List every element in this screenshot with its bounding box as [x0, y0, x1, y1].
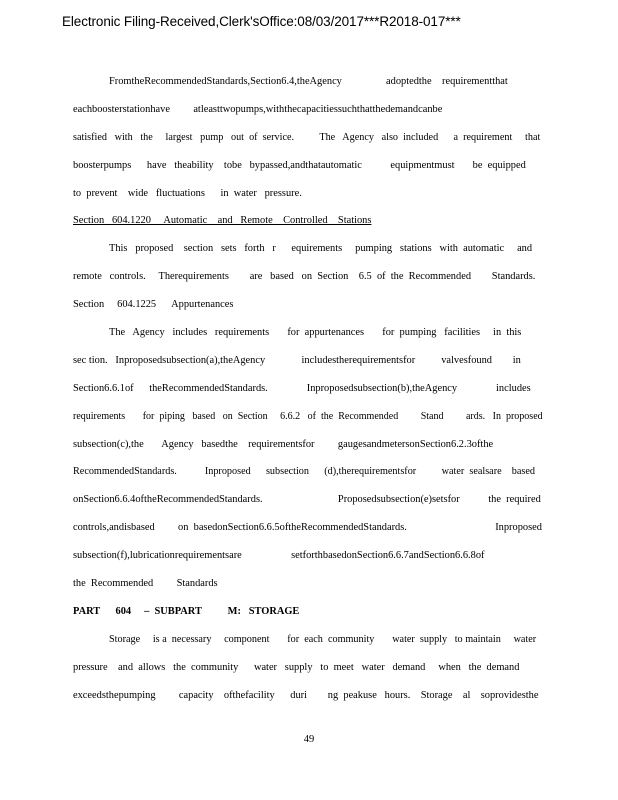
body-line	[73, 68, 543, 96]
section-heading-604-1220	[73, 207, 543, 235]
section-heading-text: Section 604.1225 Appurtenances	[73, 299, 234, 311]
document-body	[73, 68, 543, 709]
line-text: RecommendedStandards. Inproposed subsection (d),therequirementsfor water sealsare based	[73, 466, 535, 478]
body-line	[73, 235, 543, 263]
line-text: subsection(c),the Agency basedthe requirementsfor gaugesandmetersonSection6.2.3ofthe	[73, 438, 494, 450]
section-heading-text: Section 604.1220 Automatic and Remote Controlled Stations	[73, 215, 372, 227]
line-text: Section6.6.1of theRecommendedStandards. Inproposedsubsection(b),theAgency includes	[73, 382, 531, 394]
body-line	[73, 458, 543, 486]
line-text: satisfied with the largest pump out of service. The Agency also included a requirement that	[73, 131, 541, 143]
line-text: pressure and allows the community water supply to meet water demand when the demand	[73, 661, 520, 673]
body-line	[73, 375, 543, 403]
part-heading-text: PART 604 – SUBPART M: STORAGE	[73, 605, 300, 617]
line-text: to prevent wide fluctuations in water pressure.	[73, 187, 302, 199]
line-text: Storage is a necessary component for each community water supply to maintain water	[109, 633, 537, 645]
body-line	[73, 403, 543, 431]
line-text: controls,andisbased on basedonSection6.6.5oftheRecommendedStandards. Inproposed	[73, 522, 542, 534]
body-line	[73, 542, 543, 570]
part-heading	[73, 598, 543, 626]
line-text: requirements for piping based on Section 6.6.2 of the Recommended Stand ards. In proposed	[73, 410, 543, 422]
line-text: the Recommended Standards	[73, 578, 218, 590]
body-line	[73, 431, 543, 459]
line-text: subsection(f),lubricationrequirementsare setforthbasedonSection6.6.7andSection6.6.8of	[73, 550, 485, 562]
body-line	[73, 570, 543, 598]
line-text: sec tion. Inproposedsubsection(a),theAgency includestherequirementsfor valvesfound in	[73, 354, 521, 366]
body-line	[73, 654, 543, 682]
body-line	[73, 486, 543, 514]
line-text: The Agency includes requirements for appurtenances for pumping facilities in this	[109, 327, 522, 339]
body-line	[73, 347, 543, 375]
body-line	[73, 263, 543, 291]
section-heading-604-1225	[73, 291, 543, 319]
body-line	[73, 626, 543, 654]
line-text: eachboosterstationhave atleasttwopumps,withthecapacitiessuchthatthedemandcanbe	[73, 103, 443, 115]
line-text: boosterpumps have theability tobe bypassed,andthatautomatic equipmentmust be equipped	[73, 159, 526, 171]
line-text: FromtheRecommendedStandards,Section6.4,theAgency adoptedthe requirementthat	[109, 76, 508, 87]
body-line	[73, 514, 543, 542]
body-line	[73, 96, 543, 124]
body-line	[73, 124, 543, 152]
body-line	[73, 180, 543, 208]
body-line	[73, 682, 543, 710]
line-text: This proposed section sets forth r equirements pumping stations with automatic and	[109, 243, 533, 255]
filing-stamp-header: Electronic Filing-Received,Clerk'sOffice:08/03/2017***R2018-017***	[62, 14, 461, 29]
body-line	[73, 319, 543, 347]
page-number: 49	[303, 734, 315, 745]
line-text: exceedsthepumping capacity ofthefacility duri ng peakuse hours. Storage al soprovidesthe	[73, 689, 539, 701]
body-line	[73, 152, 543, 180]
line-text: remote controls. Therequirements are based on Section 6.5 of the Recommended Standards.	[73, 271, 536, 283]
line-text: onSection6.6.4oftheRecommendedStandards. Proposedsubsection(e)setsfor the required	[73, 494, 541, 506]
